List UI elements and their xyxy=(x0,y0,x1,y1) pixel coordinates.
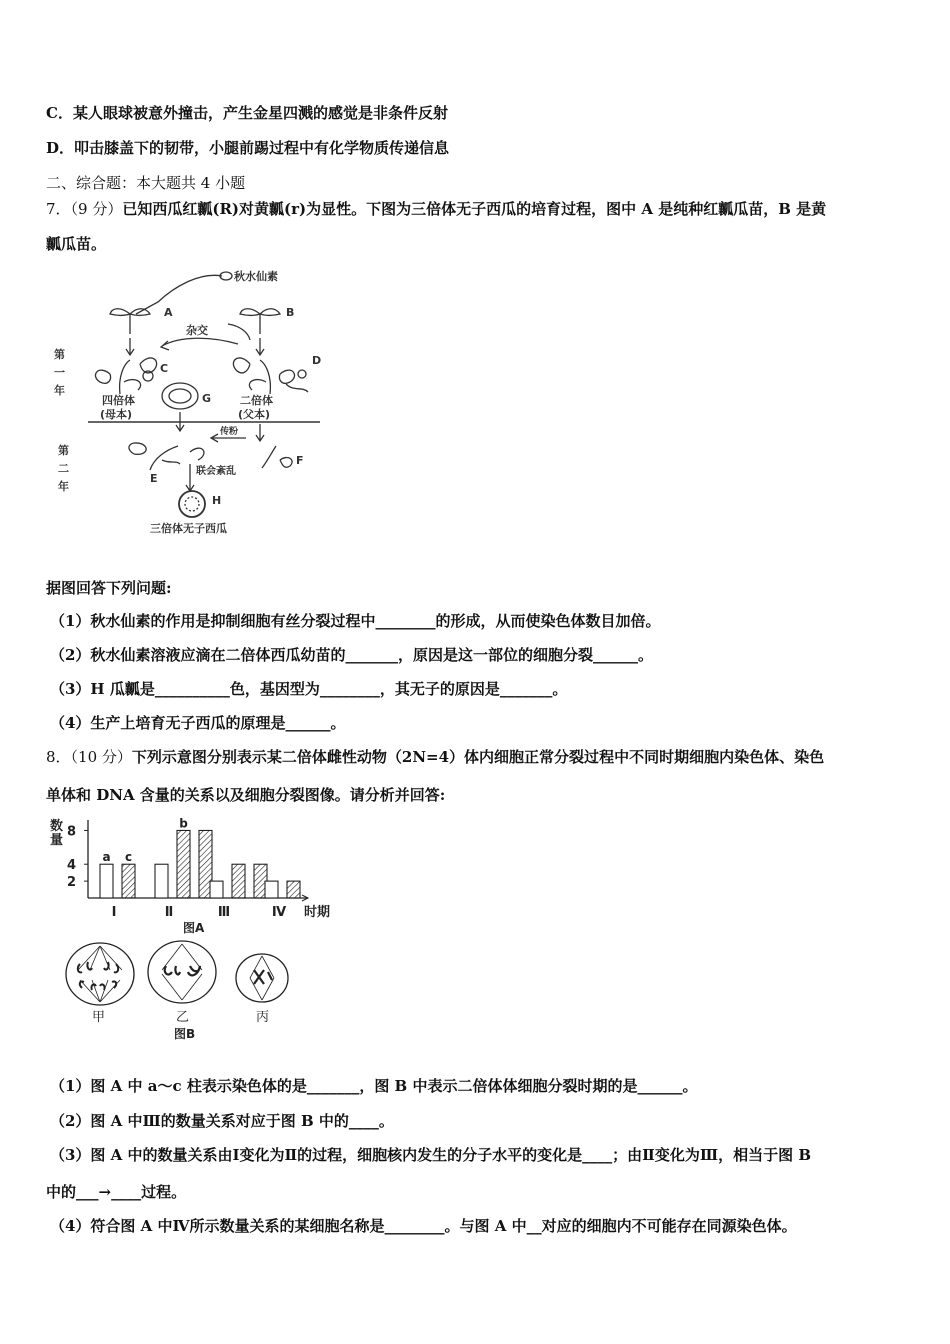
q7-sub-1: （1）秋水仙素的作用是抑制细胞有丝分裂过程中________的形成，从而使染色体数目加倍。 xyxy=(50,612,661,630)
x-axis-label: 时期 xyxy=(304,905,331,920)
q8-sub-3-cont: 中的___→____过程。 xyxy=(46,1183,187,1201)
bar-label-c: c xyxy=(124,850,133,865)
cell-jia-spindle xyxy=(78,946,122,1002)
arrow-to-h xyxy=(186,464,194,491)
fig-year2-a: 第 xyxy=(58,444,69,457)
fig-pollinate: 传粉 xyxy=(220,427,239,437)
seedling-b-icon xyxy=(240,309,280,334)
cell-bing-outline xyxy=(236,954,288,1002)
y-axis-label: 数 xyxy=(50,819,64,834)
bar-b-2 xyxy=(232,864,245,898)
chart-title: 图A xyxy=(183,921,205,935)
bar-label-b: b xyxy=(179,816,188,831)
y-axis-label: 量 xyxy=(50,833,64,848)
arrow-d-down xyxy=(256,424,264,441)
x-tick-label: Ⅲ xyxy=(217,905,231,920)
q7-sub-2: （2）秋水仙素溶液应滴在二倍体西瓜幼苗的_______，原因是这一部位的细胞分裂______。 xyxy=(50,646,653,664)
q8-sub-1: （1）图 A 中 a～c 柱表示染色体的是_______，图 B 中表示二倍体体细胞分裂时期的是______。 xyxy=(50,1077,698,1095)
arrow-a-down xyxy=(126,338,134,355)
fig-diploid: 二倍体 xyxy=(240,394,273,407)
fig-b-title: 图B xyxy=(174,1027,196,1041)
q7-sub-4: （4）生产上培育无子西瓜的原理是______。 xyxy=(50,714,346,732)
cell-jia-outline xyxy=(66,943,134,1005)
fig-father: (父本) xyxy=(238,408,271,421)
y-tick-label: 8 xyxy=(66,824,76,840)
cell-bing-chromosomes xyxy=(254,970,272,984)
q7-score: （9 分） xyxy=(70,200,123,218)
fig-label-f: F xyxy=(296,454,304,467)
fig-tetraploid: 四倍体 xyxy=(102,394,135,407)
q8-figure-b xyxy=(58,936,308,1048)
bar-b-1 xyxy=(177,830,190,898)
q7-stem-text: 已知西瓜红瓤(R)对黄瓤(r)为显性。下图为三倍体无子西瓜的培育过程，图中 A 是纯种红瓤瓜苗，B 是黄 xyxy=(122,200,827,218)
bar-a-0 xyxy=(100,864,113,898)
melon-g-icon xyxy=(162,383,198,409)
fig-label-b: B xyxy=(286,306,295,319)
cell-label-yi: 乙 xyxy=(176,1010,190,1025)
cell-label-jia: 甲 xyxy=(92,1010,106,1025)
fig-result: 三倍体无子西瓜 xyxy=(150,522,227,535)
arrow-b-down xyxy=(256,338,264,355)
fig-cross: 杂交 xyxy=(186,324,208,337)
plant-e-icon xyxy=(129,443,204,470)
cell-label-bing: 丙 xyxy=(256,1010,270,1025)
cell-yi-chromosomes xyxy=(165,966,200,975)
q8-chart-a xyxy=(48,816,348,936)
bar-c-3 xyxy=(287,881,300,898)
x-tick-label: Ⅳ xyxy=(271,905,287,920)
section-heading: 二、综合题：本大题共 4 小题 xyxy=(46,174,246,192)
melon-h-icon xyxy=(179,491,205,517)
q8-stem-line2: 单体和 DNA 含量的关系以及细胞分裂图像。请分析并回答: xyxy=(46,786,446,804)
melon-h-inner xyxy=(185,497,199,511)
fig-label-g: G xyxy=(202,392,212,405)
bar-a-3 xyxy=(265,881,278,898)
y-tick-label: 2 xyxy=(66,875,76,891)
tetraploid-plant-icon xyxy=(95,358,156,394)
q8-sub-2: （2）图 A 中Ⅲ的数量关系对应于图 B 中的____。 xyxy=(50,1112,394,1130)
fig-label-a: A xyxy=(164,306,173,319)
cross-arrow-left xyxy=(161,338,238,350)
q8-stem-text: 下列示意图分别表示某二倍体雌性动物（2N=4）体内细胞正常分裂过程中不同时期细胞内染色体、染色 xyxy=(131,748,825,766)
dropper-tube xyxy=(136,275,222,314)
x-tick-label: Ⅰ xyxy=(111,905,117,920)
q8-stem-line1 xyxy=(46,746,824,767)
bar-a-1 xyxy=(155,864,168,898)
fig-year2-c: 年 xyxy=(58,480,69,493)
fig-year2-b: 二 xyxy=(58,462,69,475)
x-tick-label: Ⅱ xyxy=(164,905,174,920)
q8-score: （10 分） xyxy=(70,748,132,766)
q7-number: 7． xyxy=(46,200,71,218)
fig-mother: (母本) xyxy=(100,408,133,421)
q8-sub-4: （4）符合图 A 中Ⅳ所示数量关系的某细胞名称是________。与图 A 中__对应的细胞内不可能存在同源染色体。 xyxy=(50,1217,797,1235)
bar-c-0 xyxy=(122,864,135,898)
diploid-plant-icon xyxy=(233,358,308,394)
fig-label-h: H xyxy=(212,494,222,507)
bar-a-2 xyxy=(210,881,223,898)
option-d: D．叩击膝盖下的韧带，小腿前踢过程中有化学物质传递信息 xyxy=(46,139,450,157)
q8-sub-3: （3）图 A 中的数量关系由Ⅰ变化为Ⅱ的过程，细胞核内发生的分子水平的变化是____；由Ⅱ变化为Ⅲ，相当于图 B xyxy=(50,1146,811,1164)
fig-year1-c: 年 xyxy=(54,384,65,397)
fig-year1-a: 第 xyxy=(54,348,65,361)
melon-g-inner xyxy=(169,389,191,403)
y-tick-label: 4 xyxy=(66,858,76,874)
q7-breeding-figure xyxy=(50,264,340,544)
q8-number: 8． xyxy=(46,748,71,766)
fig-label-d: D xyxy=(312,354,322,367)
q7-stem-line1 xyxy=(46,198,826,219)
cross-arrow-right xyxy=(228,324,250,340)
fig-label-c: C xyxy=(160,362,169,375)
fig-label-e: E xyxy=(150,472,158,485)
q7-prompt: 据图回答下列问题: xyxy=(46,579,172,597)
cell-yi-outline xyxy=(148,941,216,1003)
plant-f-icon xyxy=(262,446,292,468)
bar-label-a: a xyxy=(102,850,111,865)
option-c: C．某人眼球被意外撞击，产生金星四溅的感觉是非条件反射 xyxy=(46,104,448,122)
seedling-a-icon xyxy=(110,309,150,334)
flower-d-icon xyxy=(298,370,306,378)
q7-sub-3: （3）H 瓜瓤是__________色，基因型为________，其无子的原因是_______。 xyxy=(50,680,568,698)
fig-year1-b: 一 xyxy=(54,366,65,379)
fig-synapsis: 联会紊乱 xyxy=(196,466,236,477)
q7-stem-line2: 瓤瓜苗。 xyxy=(46,235,107,253)
fig-colchicine: 秋水仙素 xyxy=(234,270,278,283)
